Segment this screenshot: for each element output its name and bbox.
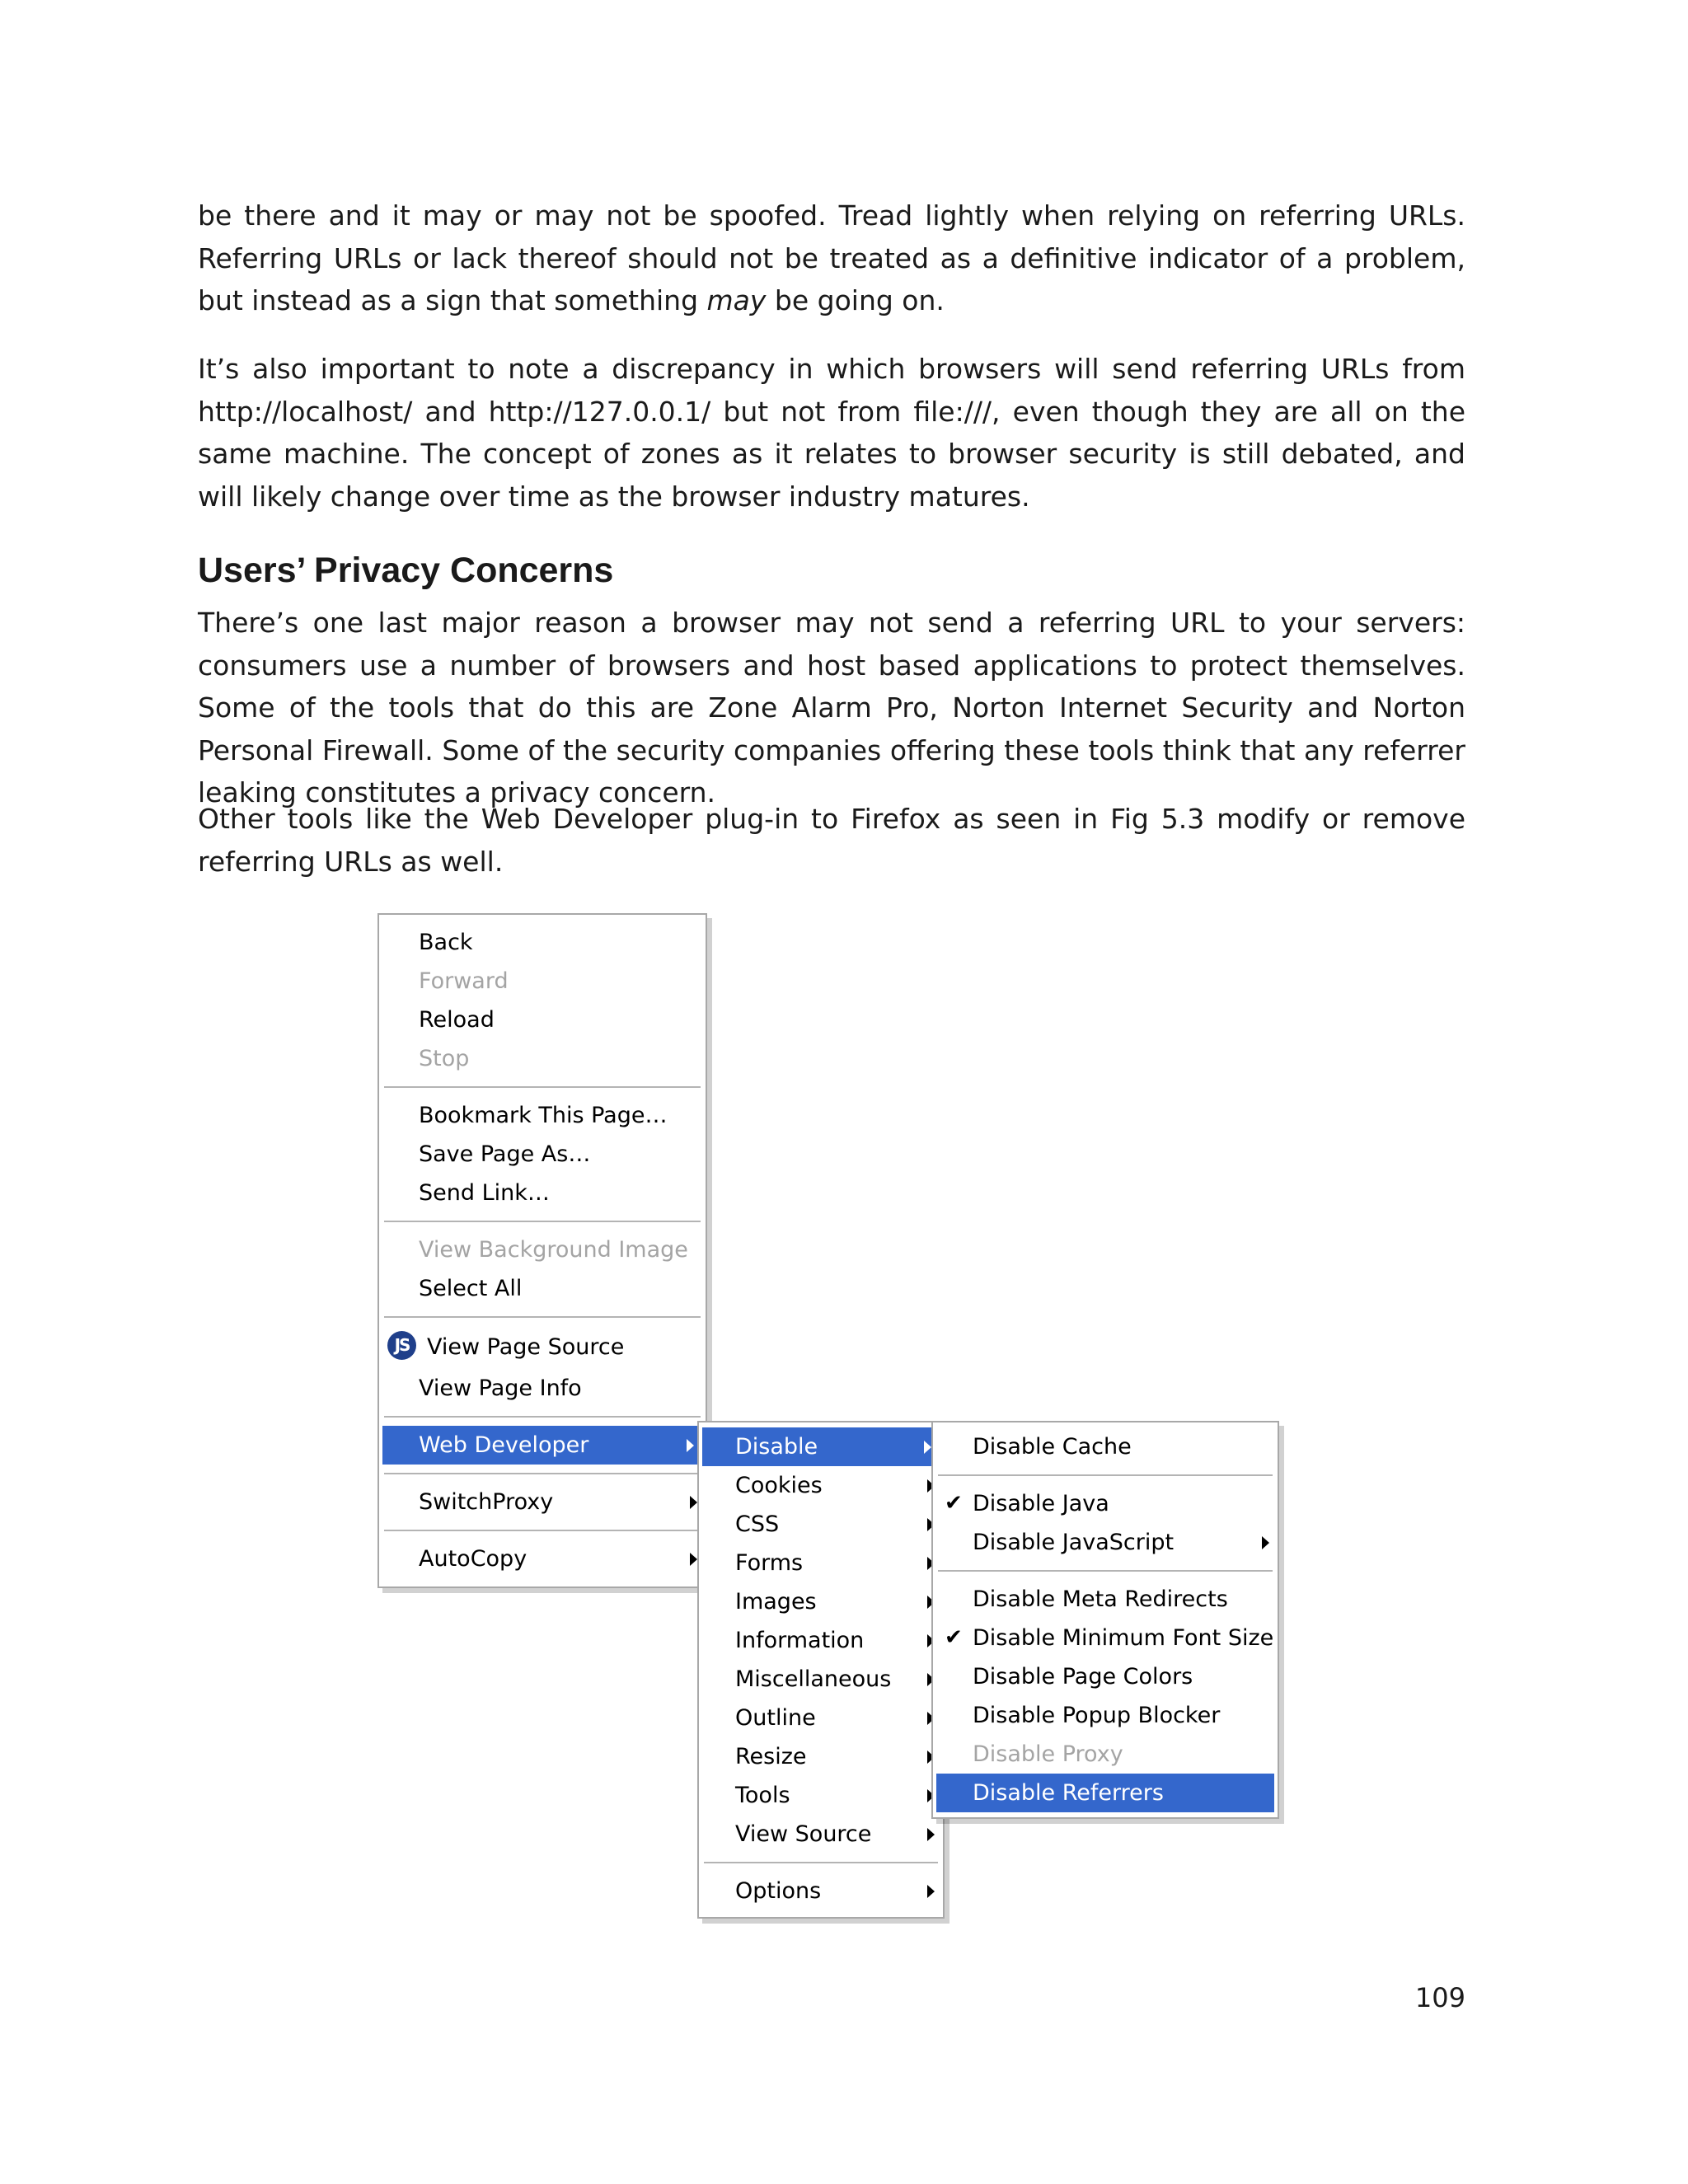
menu-separator [938,1570,1273,1572]
menu-item-label: AutoCopy [419,1546,528,1572]
submenu-arrow-icon [924,1441,931,1454]
disable-item-proxy: Disable Proxy [973,1741,1123,1767]
menu-separator [384,1416,701,1418]
submenu-arrow-icon [927,1885,935,1898]
submenu-arrow-icon [687,1439,694,1452]
submenu-arrow-icon [927,1828,935,1841]
paragraph-text: It’s also important to note a discrepancy in which browsers will send referring URLs from http://localhost/ and http://127.0.0.1/ but not from file:///, even though they are all on the same machine. The concept of zones as it relates to browser security is still debated, and will likely change over time as the browser industry matures. [198,353,1465,513]
disable-item-meta-redirects[interactable]: Disable Meta Redirects [973,1586,1228,1612]
submenu-item-css[interactable] [699,1505,943,1544]
submenu-arrow-icon [690,1496,697,1509]
disable-item-cache[interactable]: Disable Cache [973,1434,1132,1460]
menu-item-label: Options [735,1878,822,1904]
disable-item-minimum-font-size[interactable] [933,1619,1278,1657]
menu-separator [938,1474,1273,1476]
submenu-item-outline[interactable] [699,1699,943,1737]
javascript-icon: JS [387,1331,416,1360]
menu-item-label: SwitchProxy [419,1489,554,1515]
submenu-arrow-icon [690,1553,697,1566]
paragraph-text: be there and it may or may not be spoofed. Tread lightly when relying on referring URLs. Referring URLs or lack thereof should not be treated as a definitive indicator of a problem, but instead as a sign that something [198,199,1465,316]
emphasis-may: may [706,284,767,316]
section-heading: Users’ Privacy Concerns [198,551,614,590]
menu-item-web-developer[interactable] [382,1426,702,1465]
menu-item-switchproxy[interactable] [379,1483,706,1521]
disable-item-referrers[interactable]: Disable Referrers [936,1774,1274,1812]
menu-item-label: Outline [735,1705,816,1731]
submenu-item-cookies[interactable] [699,1466,943,1505]
submenu-arrow-icon [1262,1536,1269,1549]
menu-separator [704,1862,938,1863]
disable-item-javascript[interactable] [933,1523,1278,1562]
web-developer-submenu [697,1421,945,1919]
menu-item-send-link[interactable]: Send Link… [419,1180,550,1206]
menu-separator [384,1530,701,1531]
menu-item-label: CSS [735,1511,780,1537]
disable-item-popup-blocker[interactable]: Disable Popup Blocker [973,1703,1221,1728]
disable-item-java[interactable] [933,1484,1278,1523]
menu-item-label: Cookies [735,1473,823,1498]
menu-item-autocopy[interactable] [379,1540,706,1578]
browser-context-menu [377,913,707,1588]
submenu-item-disable[interactable] [702,1427,940,1466]
paragraph-text-end: be going on. [766,284,945,316]
menu-item-view-page-source[interactable] [379,1326,706,1369]
paragraph-zones [198,348,1465,518]
menu-item-view-background-image: View Background Image [419,1237,688,1263]
menu-item-view-page-info[interactable]: View Page Info [419,1376,582,1401]
paragraph-web-developer [198,798,1465,883]
menu-item-label: Tools [735,1783,790,1808]
disable-item-page-colors[interactable]: Disable Page Colors [973,1664,1193,1690]
submenu-item-options[interactable] [699,1872,943,1910]
paragraph-text: Other tools like the Web Developer plug-in to Firefox as seen in Fig 5.3 modify or remove referring URLs as well. [198,803,1465,878]
menu-separator [384,1086,701,1088]
page-number: 109 [1414,1982,1465,2013]
checkmark-icon: ✔ [945,1491,963,1516]
menu-item-label: View Page Source [427,1334,625,1360]
menu-item-label: Disable [735,1434,818,1460]
menu-item-label: Disable Minimum Font Size [973,1625,1274,1651]
submenu-item-tools[interactable] [699,1776,943,1815]
menu-item-stop: Stop [419,1046,470,1071]
menu-item-forward: Forward [419,968,509,994]
disable-submenu [931,1421,1279,1819]
paragraph-referrer-spoofing [198,194,1465,322]
menu-item-reload[interactable]: Reload [419,1007,495,1033]
menu-item-label: Disable Java [973,1491,1109,1516]
menu-item-label: Resize [735,1744,807,1769]
checkmark-icon: ✔ [945,1625,963,1650]
menu-separator [384,1316,701,1318]
menu-separator [384,1473,701,1474]
menu-item-bookmark[interactable]: Bookmark This Page… [419,1103,668,1128]
menu-item-save-page[interactable]: Save Page As… [419,1141,591,1167]
submenu-item-forms[interactable] [699,1544,943,1582]
menu-item-label: Web Developer [419,1432,589,1458]
menu-item-label: Forms [735,1550,804,1576]
submenu-item-information[interactable] [699,1621,943,1660]
paragraph-text: There’s one last major reason a browser may not send a referring URL to your servers: consumers use a number of browsers and host based applications to protect themselves. Some of the tools that do this are Zone Alarm Pro, Norton Internet Security and Norton Personal Firewall. Some of the security companies offering these tools think that any referrer leaking constitutes a privacy concern. [198,607,1465,808]
submenu-item-images[interactable] [699,1582,943,1621]
menu-item-label: Miscellaneous [735,1666,892,1692]
submenu-item-view-source[interactable] [699,1815,943,1854]
menu-item-label: Disable JavaScript [973,1530,1175,1555]
menu-separator [384,1221,701,1222]
menu-item-select-all[interactable]: Select All [419,1276,523,1301]
menu-item-label: Information [735,1628,865,1653]
menu-item-back[interactable]: Back [419,930,473,955]
submenu-item-miscellaneous[interactable] [699,1660,943,1699]
menu-item-label: Images [735,1589,817,1615]
menu-item-label: View Source [735,1821,872,1847]
submenu-item-resize[interactable] [699,1737,943,1776]
paragraph-privacy-tools [198,602,1465,814]
